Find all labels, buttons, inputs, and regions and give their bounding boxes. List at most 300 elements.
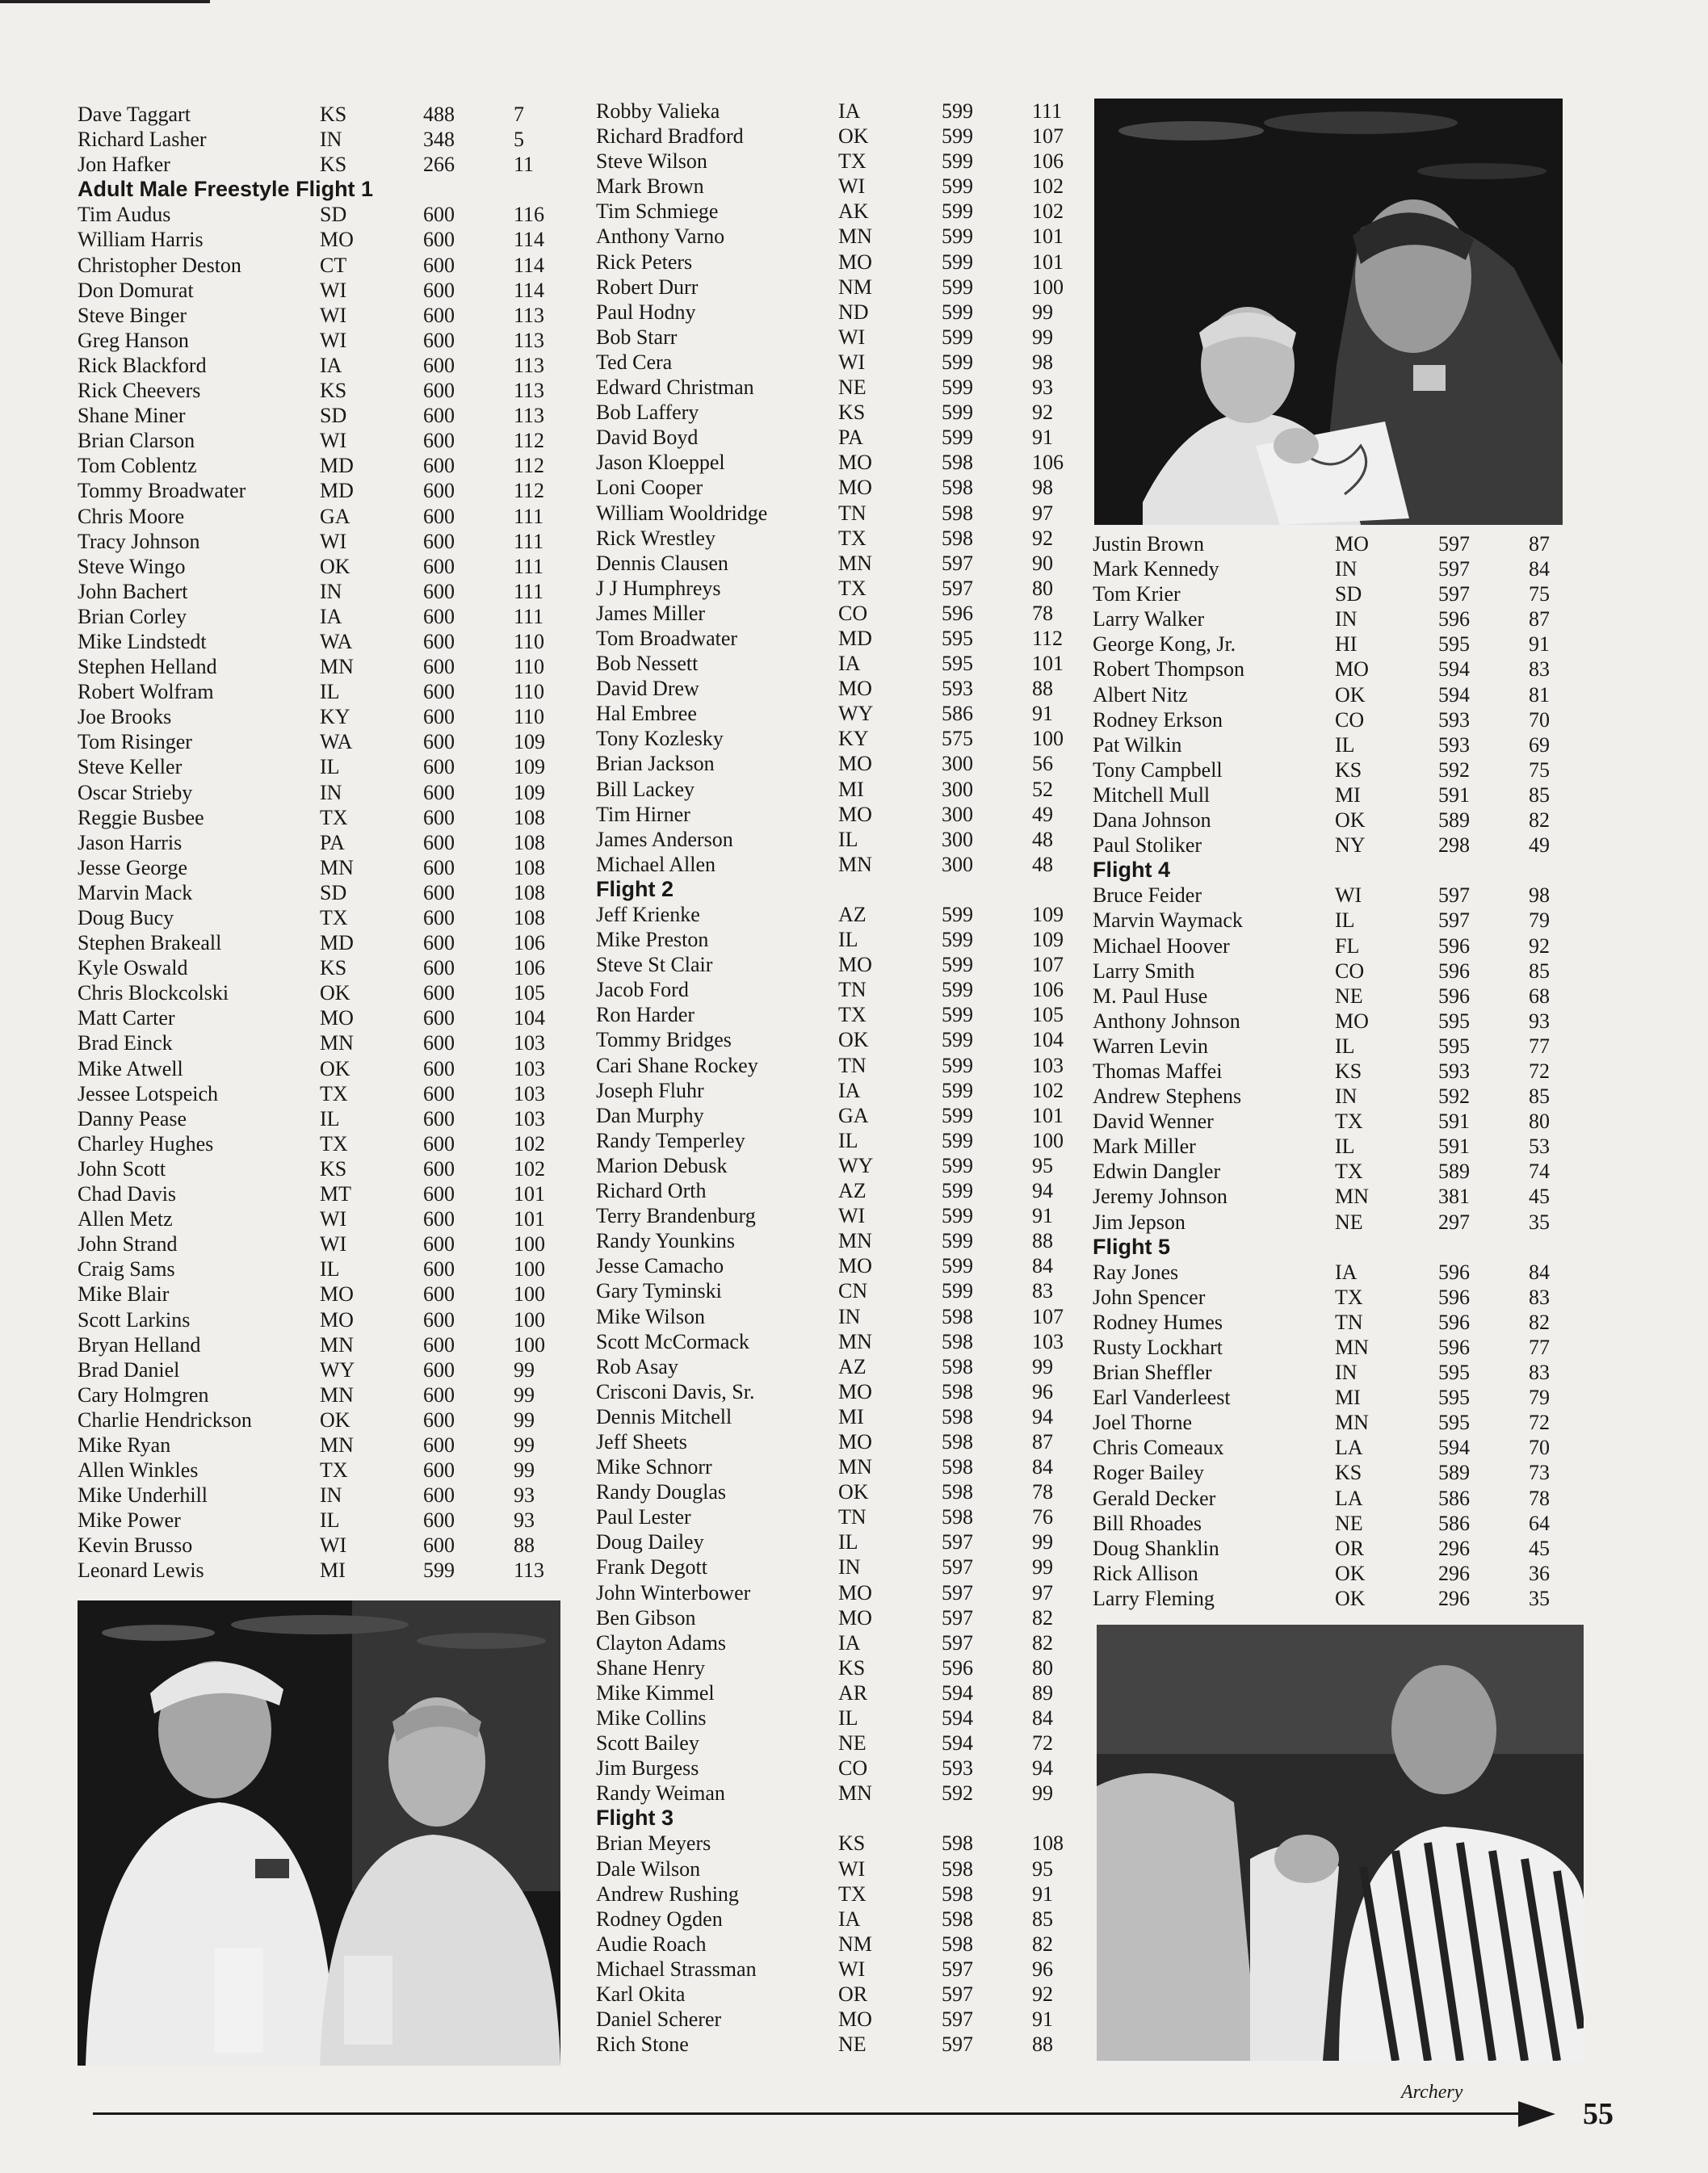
state: IA (320, 353, 342, 377)
archer-name: Scott Bailey (596, 1731, 699, 1756)
x-count: 91 (1529, 632, 1550, 657)
x-count: 100 (514, 1307, 545, 1332)
x-count: 48 (1032, 827, 1053, 851)
score: 595 (1438, 1386, 1470, 1410)
x-count: 113 (514, 1558, 545, 1583)
archer-name: Charley Hughes (78, 1131, 214, 1156)
x-count: 107 (1032, 1304, 1064, 1328)
score: 595 (942, 626, 973, 650)
x-count: 93 (1529, 1009, 1550, 1033)
score: 298 (1438, 833, 1470, 858)
x-count: 75 (1529, 582, 1550, 606)
archer-name: Dale Wilson (596, 1856, 701, 1881)
score: 598 (942, 1907, 973, 1931)
result-row (596, 1379, 1097, 1404)
score: 599 (942, 174, 973, 199)
result-row (78, 780, 578, 805)
archer-name: Randy Weiman (596, 1781, 725, 1806)
x-count: 92 (1032, 401, 1053, 425)
x-count: 87 (1529, 532, 1550, 556)
score: 600 (423, 1382, 455, 1407)
state: MD (838, 626, 872, 650)
score: 600 (423, 1106, 455, 1131)
x-count: 113 (514, 379, 545, 403)
score: 600 (423, 1081, 455, 1105)
result-row (78, 1056, 578, 1081)
x-count: 99 (1032, 1530, 1053, 1554)
x-count: 91 (1032, 1881, 1053, 1906)
x-count: 106 (514, 931, 545, 955)
archer-name: Kevin Brusso (78, 1533, 193, 1558)
photo-shirt-signing (1097, 1625, 1584, 2061)
archer-name: Mitchell Mull (1093, 782, 1211, 807)
archer-name: Greg Hanson (78, 328, 189, 352)
result-row (596, 275, 1097, 300)
x-count: 91 (1032, 426, 1053, 450)
archer-name: Ron Harder (596, 1003, 695, 1027)
x-count: 80 (1032, 1655, 1053, 1680)
result-row (1093, 581, 1593, 606)
x-count: 100 (1032, 1128, 1064, 1152)
result-row (78, 202, 578, 227)
score: 598 (942, 476, 973, 500)
x-count: 113 (514, 303, 545, 327)
state: MN (838, 1455, 872, 1479)
state: NE (838, 1731, 867, 1756)
x-count: 70 (1529, 1436, 1550, 1460)
score: 600 (423, 755, 455, 779)
score: 596 (1438, 959, 1470, 983)
result-row (596, 1253, 1097, 1278)
x-count: 99 (1032, 1354, 1053, 1378)
x-count: 72 (1529, 1411, 1550, 1435)
x-count: 84 (1032, 1254, 1053, 1278)
archer-name: Steve Keller (78, 755, 183, 779)
score: 600 (423, 353, 455, 377)
state: LA (1335, 1436, 1363, 1460)
x-count: 105 (1032, 1003, 1064, 1027)
x-count: 79 (1529, 908, 1550, 933)
state: TX (320, 1081, 348, 1105)
archer-name: Bob Starr (596, 325, 678, 349)
score: 600 (423, 203, 455, 227)
score: 600 (423, 880, 455, 904)
score: 600 (423, 730, 455, 754)
x-count: 110 (514, 680, 545, 704)
result-row (1093, 1285, 1593, 1310)
state: MO (838, 752, 872, 776)
archer-name: Brian Sheffler (1093, 1361, 1212, 1385)
state: IA (838, 1907, 861, 1931)
score: 599 (942, 1003, 973, 1027)
score: 596 (1438, 984, 1470, 1008)
score: 600 (423, 830, 455, 854)
result-row (1093, 933, 1593, 959)
archer-name: Richard Lasher (78, 128, 207, 152)
archer-name: Robert Durr (596, 275, 699, 299)
state: TX (320, 805, 348, 829)
x-count: 85 (1529, 959, 1550, 983)
x-count: 104 (1032, 1028, 1064, 1052)
x-count: 7 (514, 103, 524, 126)
x-count: 100 (514, 1332, 545, 1357)
score: 599 (942, 99, 973, 123)
result-row (596, 701, 1097, 726)
state: PA (838, 426, 863, 450)
result-row (596, 651, 1097, 676)
result-row (78, 504, 578, 529)
result-row (596, 1304, 1097, 1329)
x-count: 110 (514, 655, 545, 679)
state: MN (838, 852, 872, 876)
score: 600 (423, 1407, 455, 1432)
result-row (596, 1630, 1097, 1655)
result-row (1093, 556, 1593, 581)
x-count: 103 (514, 1031, 545, 1055)
score: 600 (423, 1332, 455, 1357)
state: OR (1335, 1536, 1365, 1560)
x-count: 72 (1032, 1731, 1053, 1756)
result-row (596, 751, 1097, 776)
x-count: 99 (1032, 1781, 1053, 1806)
archer-name: Brian Clarson (78, 429, 195, 453)
x-count: 96 (1032, 1379, 1053, 1403)
x-count: 100 (514, 1257, 545, 1282)
archer-name: Richard Bradford (596, 124, 744, 149)
archer-name: Thomas Maffei (1093, 1059, 1223, 1083)
score: 600 (423, 931, 455, 955)
state: IA (838, 99, 861, 123)
result-row (78, 278, 578, 303)
x-count: 53 (1529, 1135, 1550, 1159)
state: MO (838, 1254, 872, 1278)
state: NE (1335, 1210, 1363, 1234)
state: MO (838, 2007, 872, 2032)
result-row (596, 149, 1097, 174)
score: 597 (942, 1580, 973, 1605)
archer-name: Jeff Sheets (596, 1429, 687, 1454)
state: OK (320, 1407, 350, 1432)
archer-name: James Miller (596, 601, 706, 625)
result-row (78, 830, 578, 855)
state: WI (320, 1232, 347, 1256)
archer-name: Jessee Lotspeich (78, 1081, 219, 1105)
score: 599 (942, 350, 973, 374)
score: 599 (942, 401, 973, 425)
result-row (78, 403, 578, 428)
result-row (1093, 1486, 1593, 1511)
state: TX (838, 149, 867, 174)
score: 596 (1438, 933, 1470, 958)
x-count: 87 (1529, 607, 1550, 631)
state: MO (838, 451, 872, 475)
score: 266 (423, 153, 455, 177)
archer-name: Mark Miller (1093, 1135, 1196, 1159)
archer-name: Don Domurat (78, 278, 194, 302)
score: 600 (423, 1056, 455, 1080)
archer-name: Bryan Helland (78, 1332, 201, 1357)
x-count: 112 (514, 479, 545, 503)
state: TX (838, 526, 867, 550)
c1-top-rows (78, 102, 578, 177)
x-count: 69 (1529, 732, 1550, 757)
x-count: 73 (1529, 1461, 1550, 1485)
state: OK (320, 981, 350, 1005)
score: 593 (1438, 732, 1470, 757)
result-row (1093, 1410, 1593, 1435)
archer-name: Frank Degott (596, 1555, 707, 1579)
score: 597 (1438, 557, 1470, 581)
score: 600 (423, 1207, 455, 1231)
state: TN (838, 1505, 867, 1529)
score: 300 (942, 777, 973, 801)
archer-name: Scott Larkins (78, 1307, 191, 1332)
x-count: 106 (1032, 978, 1064, 1002)
score: 600 (423, 454, 455, 478)
score: 597 (1438, 532, 1470, 556)
score: 594 (942, 1706, 973, 1730)
state: WI (320, 1533, 347, 1558)
flight-4-heading: Flight 4 (1093, 858, 1170, 883)
archer-name: Shane Miner (78, 404, 186, 428)
x-count: 84 (1529, 1260, 1550, 1284)
state: IA (1335, 1260, 1358, 1284)
score: 598 (942, 1831, 973, 1856)
archer-name: John Spencer (1093, 1285, 1206, 1309)
archer-name: Edwin Dangler (1093, 1160, 1221, 1184)
state: TN (838, 978, 867, 1002)
x-count: 83 (1529, 657, 1550, 682)
state: CO (838, 601, 868, 625)
x-count: 109 (514, 755, 545, 779)
result-row (596, 300, 1097, 325)
state: SD (1335, 582, 1362, 606)
archer-name: Jeremy Johnson (1093, 1185, 1227, 1209)
state: MN (320, 655, 354, 679)
x-count: 83 (1529, 1361, 1550, 1385)
x-count: 106 (1032, 149, 1064, 174)
score: 599 (942, 199, 973, 224)
result-row (596, 1781, 1097, 1806)
x-count: 89 (1032, 1680, 1053, 1705)
score: 599 (942, 903, 973, 926)
archer-name: Earl Vanderleest (1093, 1386, 1231, 1410)
score: 586 (942, 702, 973, 726)
state: SD (320, 404, 347, 428)
result-row (596, 1856, 1097, 1881)
archer-name: Jesse George (78, 855, 187, 879)
x-count: 101 (1032, 652, 1064, 676)
archer-name: Rusty Lockhart (1093, 1336, 1223, 1359)
result-row (596, 927, 1097, 952)
state: IA (838, 1630, 861, 1655)
results-column-1 (78, 102, 578, 1584)
score: 296 (1438, 1586, 1470, 1610)
score: 599 (942, 1204, 973, 1228)
result-row (596, 199, 1097, 224)
state: KS (320, 956, 347, 980)
score: 586 (1438, 1486, 1470, 1510)
result-row (1093, 808, 1593, 833)
archer-name: Mike Power (78, 1508, 181, 1533)
score: 591 (1438, 1135, 1470, 1159)
state: IN (320, 579, 342, 603)
x-count: 49 (1032, 802, 1053, 826)
x-count: 111 (514, 529, 544, 553)
score: 597 (942, 1530, 973, 1554)
result-row (78, 930, 578, 955)
archer-name: Randy Douglas (596, 1480, 727, 1504)
x-count: 99 (514, 1458, 535, 1483)
result-row (596, 1203, 1097, 1228)
state: IN (320, 1483, 342, 1508)
archer-name: Rick Allison (1093, 1561, 1198, 1585)
state: IL (320, 1106, 340, 1131)
state: MD (320, 931, 354, 955)
score: 593 (1438, 707, 1470, 732)
x-count: 90 (1032, 551, 1053, 575)
result-row (596, 902, 1097, 927)
archer-name: Joel Thorne (1093, 1411, 1192, 1435)
state: OK (320, 554, 350, 578)
result-row (596, 526, 1097, 551)
result-row (78, 102, 578, 127)
state: IL (320, 680, 340, 704)
score: 598 (942, 1856, 973, 1881)
score: 575 (942, 727, 973, 751)
x-count: 78 (1529, 1486, 1550, 1510)
result-row (78, 353, 578, 378)
score: 598 (942, 1429, 973, 1454)
state: TX (1335, 1160, 1363, 1184)
state: MO (320, 1006, 354, 1030)
x-count: 100 (514, 1282, 545, 1307)
result-row (78, 1282, 578, 1307)
archer-name: Paul Lester (596, 1505, 691, 1529)
archer-name: Mark Kennedy (1093, 557, 1219, 581)
x-count: 101 (1032, 250, 1064, 274)
state: MO (838, 802, 872, 826)
x-count: 45 (1529, 1536, 1550, 1560)
result-row (78, 955, 578, 980)
result-row (1093, 1460, 1593, 1485)
score: 600 (423, 705, 455, 729)
state: IL (838, 1530, 858, 1554)
state: ND (838, 300, 869, 324)
score: 594 (1438, 657, 1470, 682)
state: WY (320, 1357, 355, 1382)
x-count: 103 (514, 1056, 545, 1080)
result-row (1093, 631, 1593, 657)
score: 296 (1438, 1536, 1470, 1560)
x-count: 94 (1032, 1404, 1053, 1428)
score: 595 (1438, 1361, 1470, 1385)
archer-name: Steve Wingo (78, 554, 186, 578)
x-count: 95 (1032, 1856, 1053, 1881)
x-count: 114 (514, 253, 545, 277)
result-row (78, 729, 578, 754)
score: 600 (423, 554, 455, 578)
x-count: 103 (1032, 1329, 1064, 1353)
x-count: 109 (1032, 928, 1064, 952)
result-row (1093, 707, 1593, 732)
archer-name: Robby Valieka (596, 99, 720, 123)
result-row (596, 1907, 1097, 1932)
archer-name: Justin Brown (1093, 532, 1204, 556)
score: 586 (1438, 1511, 1470, 1535)
result-row (78, 529, 578, 554)
score: 596 (1438, 1260, 1470, 1284)
x-count: 45 (1529, 1185, 1550, 1209)
archer-name: Tom Krier (1093, 582, 1181, 606)
score: 600 (423, 328, 455, 352)
result-row (596, 501, 1097, 526)
archer-name: Anthony Varno (596, 224, 725, 249)
archer-name: Steve Wilson (596, 149, 707, 174)
result-row (78, 227, 578, 252)
archer-name: Stephen Helland (78, 655, 217, 679)
archer-name: Anthony Johnson (1093, 1009, 1240, 1033)
score: 300 (942, 802, 973, 826)
result-row (596, 400, 1097, 425)
x-count: 106 (514, 956, 545, 980)
score: 595 (1438, 1034, 1470, 1058)
state: OK (838, 124, 869, 149)
score: 599 (942, 928, 973, 952)
score: 599 (942, 149, 973, 174)
state: MO (1335, 1009, 1369, 1033)
archer-name: Mike Kimmel (596, 1680, 715, 1705)
result-row (1093, 1009, 1593, 1034)
state: WI (838, 174, 866, 199)
x-count: 102 (514, 1156, 545, 1181)
archer-name: John Bachert (78, 579, 188, 603)
score: 600 (423, 1533, 455, 1558)
x-count: 80 (1032, 576, 1053, 600)
archer-name: Charlie Hendrickson (78, 1407, 252, 1432)
score: 600 (423, 1433, 455, 1457)
result-row (596, 777, 1097, 802)
result-row (596, 1554, 1097, 1579)
archer-name: Rick Peters (596, 250, 693, 274)
score: 599 (942, 275, 973, 299)
state: KS (838, 1831, 866, 1856)
score: 589 (1438, 808, 1470, 833)
archer-name: J J Humphreys (596, 576, 721, 600)
state: WI (320, 1207, 347, 1231)
result-row (78, 1332, 578, 1357)
score: 599 (942, 1279, 973, 1303)
archer-name: Crisconi Davis, Sr. (596, 1379, 755, 1403)
x-count: 49 (1529, 833, 1550, 858)
archer-name: Dennis Mitchell (596, 1404, 732, 1428)
result-row (596, 676, 1097, 701)
score: 600 (423, 855, 455, 879)
archer-name: Randy Temperley (596, 1128, 745, 1152)
x-count: 100 (1032, 275, 1064, 299)
result-row (78, 1156, 578, 1181)
score: 598 (942, 1480, 973, 1504)
result-row (596, 1153, 1097, 1178)
score: 600 (423, 805, 455, 829)
score: 597 (942, 551, 973, 575)
score: 599 (942, 300, 973, 324)
c2-rows-a (596, 99, 1097, 877)
x-count: 85 (1529, 782, 1550, 807)
archer-name: Dennis Clausen (596, 551, 728, 575)
score: 592 (1438, 757, 1470, 782)
result-row (78, 1106, 578, 1131)
